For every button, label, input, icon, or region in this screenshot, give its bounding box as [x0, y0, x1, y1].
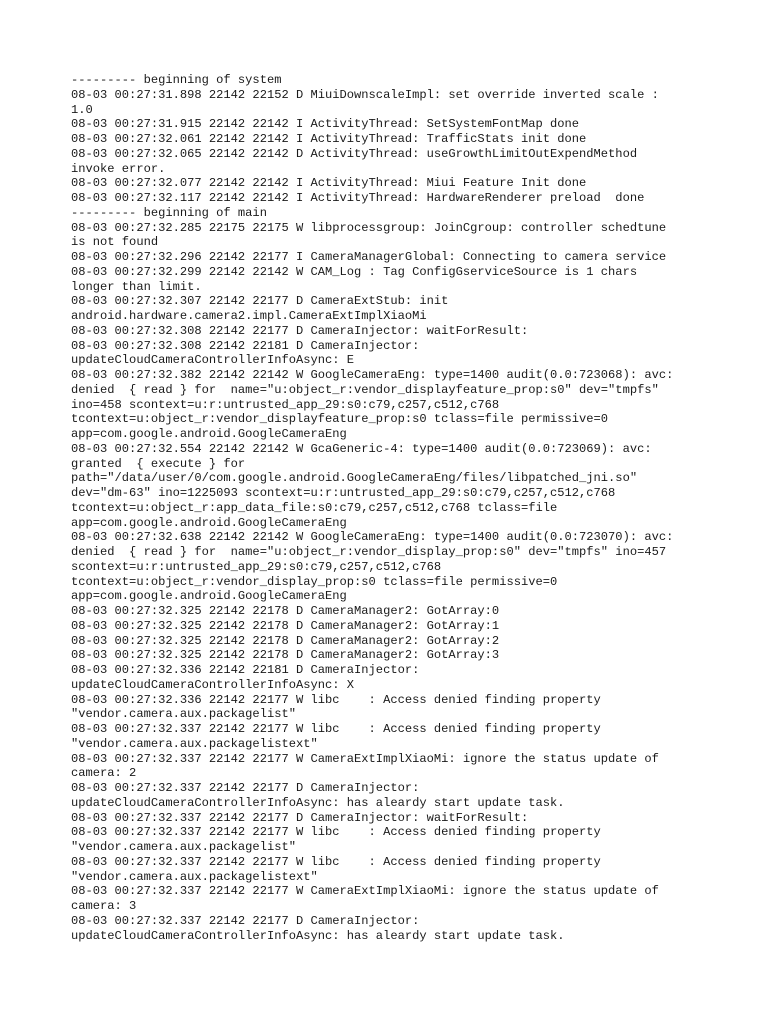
log-line: 08-03 00:27:32.336 22142 22177 W libc : Access denied finding property: [71, 692, 601, 707]
log-line: camera: 2: [71, 766, 137, 781]
log-line: app=com.google.android.GoogleCameraEng: [71, 515, 347, 530]
log-line: 08-03 00:27:32.337 22142 22177 W libc : Access denied finding property: [71, 722, 601, 736]
log-line: tcontext=u:object_r:vendor_displayfeature_prop:s0 tclass=file permissive=0: [71, 412, 609, 427]
log-line: 08-03 00:27:31.898 22142 22152 D MiuiDownscaleImpl: set override inverted scale :: [71, 87, 659, 102]
log-line: denied { read } for name="u:object_r:vendor_display_prop:s0" dev="tmpfs" ino=457: [71, 545, 667, 559]
log-line: 08-03 00:27:32.337 22142 22177 D CameraInjector:: [71, 781, 420, 795]
log-line: 08-03 00:27:32.382 22142 22142 W GoogleCameraEng: type=1400 audit(0.0:723068): avc:: [71, 368, 674, 382]
log-line: 08-03 00:27:32.337 22142 22177 W libc : Access denied finding property: [71, 825, 601, 840]
log-line: 08-03 00:27:32.308 22142 22177 D CameraInjector: waitForResult:: [71, 323, 529, 338]
log-line: 08-03 00:27:32.336 22142 22181 D CameraInjector:: [71, 663, 420, 677]
log-line: 08-03 00:27:32.337 22142 22177 W CameraExtImplXiaoMi: ignore the status update of: [71, 751, 659, 766]
log-line: 08-03 00:27:32.296 22142 22177 I CameraManagerGlobal: Connecting to camera service: [71, 250, 667, 264]
log-line: app=com.google.android.GoogleCameraEng: [71, 589, 347, 604]
log-line: dev="dm-63" ino=1225093 scontext=u:r:untrusted_app_29:s0:c79,c257,c512,c768: [71, 486, 616, 500]
log-line: 08-03 00:27:32.638 22142 22142 W GoogleCameraEng: type=1400 audit(0.0:723070): avc:: [71, 530, 674, 545]
log-line: updateCloudCameraControllerInfoAsync: has aleardy start update task.: [71, 795, 565, 810]
log-line: 08-03 00:27:32.061 22142 22142 I ActivityThread: TrafficStats init done: [71, 132, 587, 146]
log-line: "vendor.camera.aux.packagelistext": [71, 736, 318, 751]
log-line: 08-03 00:27:32.337 22142 22177 D CameraInjector: waitForResult:: [71, 810, 529, 825]
log-line: longer than limit.: [71, 279, 202, 294]
log-line: path="/data/user/0/com.google.android.GoogleCameraEng/files/libpatched_jni.so": [71, 471, 638, 486]
log-line: 08-03 00:27:32.325 22142 22178 D CameraManager2: GotArray:2: [71, 633, 500, 648]
log-line: 08-03 00:27:32.325 22142 22178 D CameraManager2: GotArray:0: [71, 604, 500, 618]
log-line: --------- beginning of main: [71, 205, 267, 220]
log-line: tcontext=u:object_r:app_data_file:s0:c79,c257,c512,c768 tclass=file: [71, 500, 558, 515]
log-line: updateCloudCameraControllerInfoAsync: E: [71, 353, 355, 368]
log-line: denied { read } for name="u:object_r:vendor_displayfeature_prop:s0" dev="tmpfs": [71, 382, 659, 397]
log-line: 08-03 00:27:32.299 22142 22142 W CAM_Log : Tag ConfigGserviceSource is 1 chars: [71, 264, 638, 279]
log-line: 08-03 00:27:32.117 22142 22142 I ActivityThread: HardwareRenderer preload done: [71, 191, 645, 205]
log-line: 08-03 00:27:32.325 22142 22178 D CameraManager2: GotArray:3: [71, 648, 500, 663]
log-line: updateCloudCameraControllerInfoAsync: X: [71, 677, 355, 692]
log-line: 08-03 00:27:31.915 22142 22142 I ActivityThread: SetSystemFontMap done: [71, 117, 580, 132]
log-line: camera: 3: [71, 899, 137, 913]
log-line: scontext=u:r:untrusted_app_29:s0:c79,c257,c512,c768: [71, 559, 442, 574]
log-line: app=com.google.android.GoogleCameraEng: [71, 427, 347, 441]
log-line: 08-03 00:27:32.285 22175 22175 W libprocessgroup: JoinCgroup: controller schedtune: [71, 220, 667, 235]
log-line: 08-03 00:27:32.337 22142 22177 W libc : Access denied finding property: [71, 854, 601, 869]
log-line: granted { execute } for: [71, 456, 246, 471]
log-line: ino=458 scontext=u:r:untrusted_app_29:s0:c79,c257,c512,c768: [71, 397, 500, 412]
log-line: 08-03 00:27:32.554 22142 22142 W GcaGeneric-4: type=1400 audit(0.0:723069): avc:: [71, 441, 652, 456]
log-line: tcontext=u:object_r:vendor_display_prop:s0 tclass=file permissive=0: [71, 574, 558, 589]
log-line: 1.0: [71, 102, 93, 117]
log-line: 08-03 00:27:32.307 22142 22177 D CameraExtStub: init: [71, 294, 449, 309]
log-line: "vendor.camera.aux.packagelist": [71, 840, 296, 854]
log-line: 08-03 00:27:32.077 22142 22142 I ActivityThread: Miui Feature Init done: [71, 176, 587, 191]
log-line: invoke error.: [71, 161, 166, 176]
log-line: updateCloudCameraControllerInfoAsync: has aleardy start update task.: [71, 928, 565, 943]
log-line: 08-03 00:27:32.325 22142 22178 D CameraManager2: GotArray:1: [71, 618, 500, 633]
log-line: android.hardware.camera2.impl.CameraExtImplXiaoMi: [71, 309, 427, 323]
log-line: is not found: [71, 235, 159, 250]
log-line: --------- beginning of system: [71, 73, 282, 87]
log-line: "vendor.camera.aux.packagelistext": [71, 869, 318, 884]
log-line: 08-03 00:27:32.337 22142 22177 W CameraExtImplXiaoMi: ignore the status update of: [71, 884, 659, 899]
log-text: [71, 73, 711, 943]
log-line: 08-03 00:27:32.337 22142 22177 D CameraInjector:: [71, 913, 420, 928]
log-line: 08-03 00:27:32.065 22142 22142 D ActivityThread: useGrowthLimitOutExpendMethod: [71, 146, 638, 161]
log-line: 08-03 00:27:32.308 22142 22181 D CameraInjector:: [71, 338, 420, 353]
log-line: "vendor.camera.aux.packagelist": [71, 707, 296, 722]
